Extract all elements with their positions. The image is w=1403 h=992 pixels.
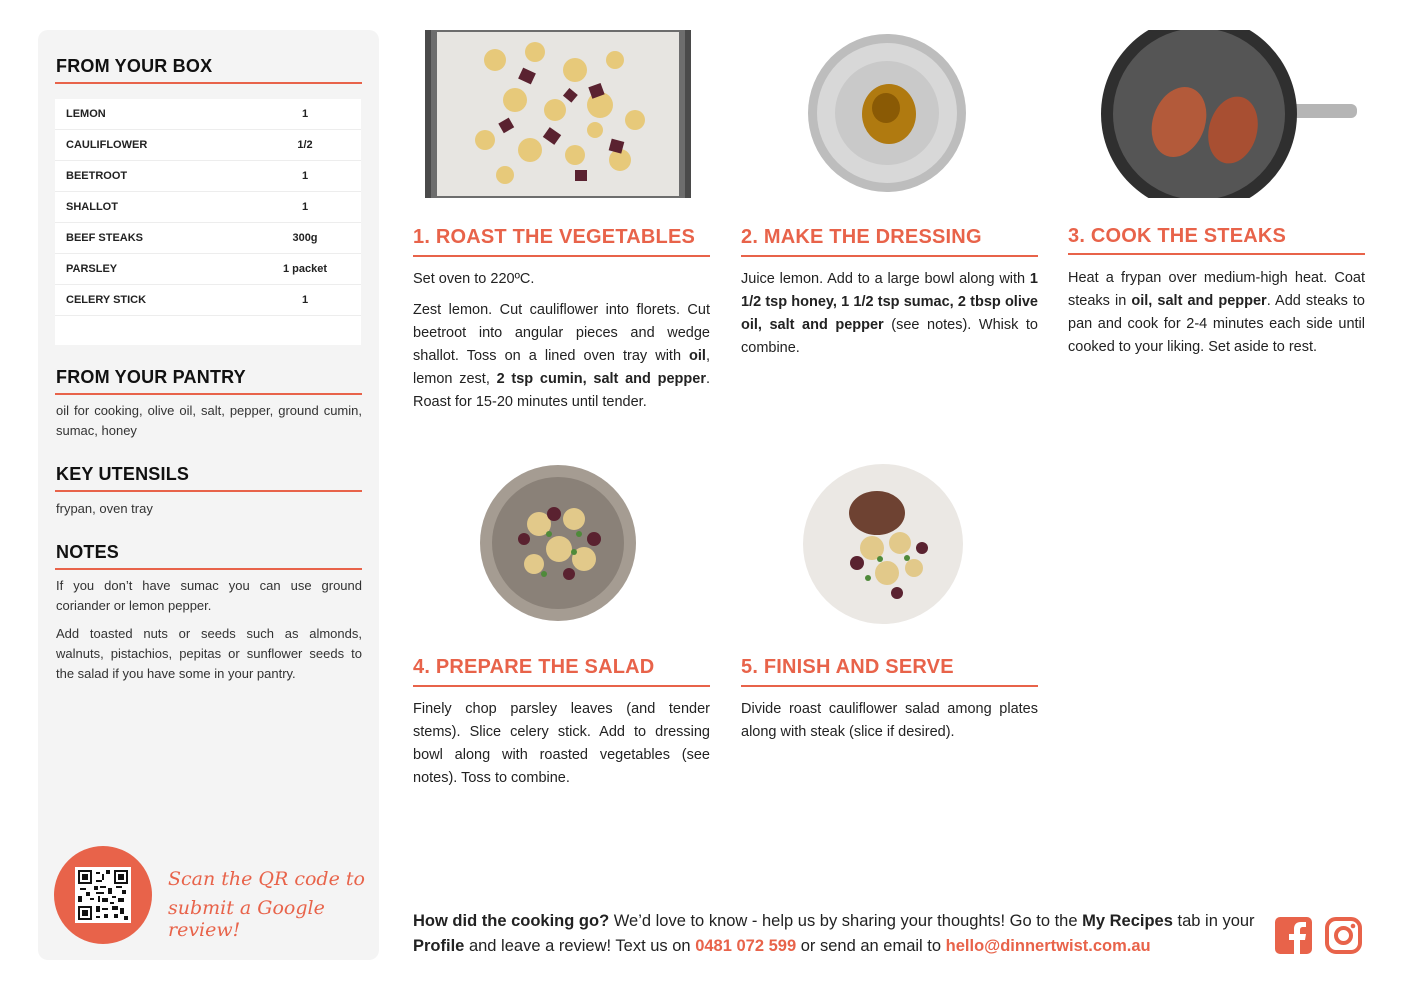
footer-text-4: or send an email to xyxy=(796,937,946,955)
footer-text-2: tab in your xyxy=(1172,912,1255,930)
step-3-title: 3. COOK THE STEAKS xyxy=(1068,225,1287,247)
divider xyxy=(741,685,1038,687)
note-1: If you don’t have sumac you can use ground coriander or lemon pepper. xyxy=(56,578,362,613)
footer-text-3: and leave a review! Text us on xyxy=(464,937,696,955)
note-2: Add toasted nuts or seeds such as almonds, walnuts, pistachios, pepitas or sunflower seeds to the salad if you have some in your pantry. xyxy=(56,626,362,681)
table-row xyxy=(55,254,361,285)
ingredient-name: LEMON xyxy=(66,108,106,120)
divider xyxy=(1068,253,1365,255)
step-2-para xyxy=(741,268,1038,360)
profile-label: Profile xyxy=(413,937,465,955)
sidebar xyxy=(38,30,379,960)
divider xyxy=(55,490,362,492)
ingredient-name: BEETROOT xyxy=(66,170,128,182)
ingredient-name: BEEF STEAKS xyxy=(66,232,144,244)
step-2-title: 2. MAKE THE DRESSING xyxy=(741,226,982,248)
facebook-icon[interactable] xyxy=(1275,917,1312,954)
my-recipes-label: My Recipes xyxy=(1082,912,1173,930)
step-3-para xyxy=(1068,267,1365,359)
divider xyxy=(413,255,710,257)
step-2-text-a: Juice lemon. Add to a large bowl along with xyxy=(741,271,1030,287)
phone-link[interactable]: 0481 072 599 xyxy=(695,937,797,955)
pantry-text: oil for cooking, olive oil, salt, pepper, ground cumin, sumac, honey xyxy=(56,403,362,438)
qr-code-icon[interactable] xyxy=(75,867,131,923)
notes-title: NOTES xyxy=(56,542,120,562)
email-link[interactable]: hello@dinnertwist.com.au xyxy=(945,937,1151,955)
ingredient-qty: 1 xyxy=(301,170,309,182)
step-1-text-c: , lemon zest, xyxy=(413,348,710,387)
table-row xyxy=(55,161,361,192)
step-1-text xyxy=(413,268,710,422)
footer-bold-1: How did the cooking go? xyxy=(413,912,610,930)
step-1-para-1: Set oven to 220ºC. xyxy=(413,271,535,287)
salad-bowl-photo xyxy=(479,464,637,622)
step-1-bold-2: 2 tsp cumin, salt and pepper xyxy=(496,371,706,387)
step-1-para-2 xyxy=(413,299,710,414)
footer-text-1: We’d love to know - help us by sharing your thoughts! Go to the xyxy=(609,912,1083,930)
step-4-para: Finely chop parsley leaves (and tender stems). Slice celery stick. Add to dressing bowl along with roasted vegetables (see notes). Toss to combine. xyxy=(413,701,710,786)
table-row xyxy=(55,285,361,316)
ingredient-name: CAULIFLOWER xyxy=(66,139,148,151)
ingredient-name: PARSLEY xyxy=(66,263,118,275)
step-4-text xyxy=(413,698,710,798)
table-row xyxy=(55,223,361,254)
divider xyxy=(413,685,710,687)
step-1-title: 1. ROAST THE VEGETABLES xyxy=(413,226,696,248)
divider xyxy=(741,255,1038,257)
step-1-text-d: . Roast for 15-20 minutes until tender. xyxy=(413,371,711,410)
ingredient-name: CELERY STICK xyxy=(66,294,147,306)
ingredient-table xyxy=(55,99,361,345)
table-row xyxy=(55,130,361,161)
step-2-bold: 1 1/2 tsp honey, 1 1/2 tsp sumac, 2 tbsp olive oil, salt and pepper xyxy=(741,271,1038,333)
dressing-bowl-photo xyxy=(806,32,968,194)
qr-badge xyxy=(54,846,152,944)
step-5-para: Divide roast cauliflower salad among plates along with steak (slice if desired). xyxy=(741,701,1038,740)
step-2-text-c: (see notes). Whisk to combine. xyxy=(741,317,1038,356)
key-utensils-title: KEY UTENSILS xyxy=(56,464,190,484)
roast-vegetables-photo xyxy=(425,30,691,198)
step-1-bold-1: oil xyxy=(689,348,706,364)
step-3-text-a: Heat a frypan over medium-high heat. Coat steaks in xyxy=(1068,270,1365,309)
step-1-text-a: Zest lemon. Cut cauliflower into florets. Cut beetroot into angular pieces and wedge shallot. Toss on a lined oven tray with xyxy=(413,302,710,364)
step-3-text-c: . Add steaks to pan and cook for 2-4 minutes each side until cooked to your liking. Set aside to rest. xyxy=(1068,293,1365,355)
step-5-text xyxy=(741,698,1038,752)
ingredient-qty: 1 packet xyxy=(282,263,328,275)
from-your-box-title: FROM YOUR BOX xyxy=(56,56,213,76)
ingredient-name: SHALLOT xyxy=(66,201,118,213)
ingredient-qty: 1/2 xyxy=(297,139,313,151)
table-row xyxy=(55,192,361,223)
ingredient-qty: 1 xyxy=(301,294,309,306)
divider xyxy=(55,568,362,570)
frypan-steaks-photo xyxy=(1101,30,1357,198)
divider xyxy=(55,82,362,84)
ingredient-qty: 300g xyxy=(292,232,318,244)
served-plate-photo xyxy=(802,463,964,625)
step-4-title: 4. PREPARE THE SALAD xyxy=(413,656,655,678)
table-row xyxy=(55,99,361,130)
review-footer xyxy=(413,909,1263,959)
divider xyxy=(55,393,362,395)
step-5-title: 5. FINISH AND SERVE xyxy=(741,656,954,678)
instagram-icon[interactable] xyxy=(1325,917,1362,954)
ingredient-qty: 1 xyxy=(301,108,309,120)
step-2-text xyxy=(741,268,1038,368)
qr-caption-line-2: submit a Google review! xyxy=(168,897,325,941)
qr-caption-line-1: Scan the QR code to xyxy=(168,868,365,890)
from-your-pantry-title: FROM YOUR PANTRY xyxy=(56,367,246,387)
step-3-bold: oil, salt and pepper xyxy=(1131,293,1267,309)
step-3-text xyxy=(1068,267,1365,367)
utensils-text: frypan, oven tray xyxy=(56,501,153,516)
ingredient-qty: 1 xyxy=(301,201,309,213)
